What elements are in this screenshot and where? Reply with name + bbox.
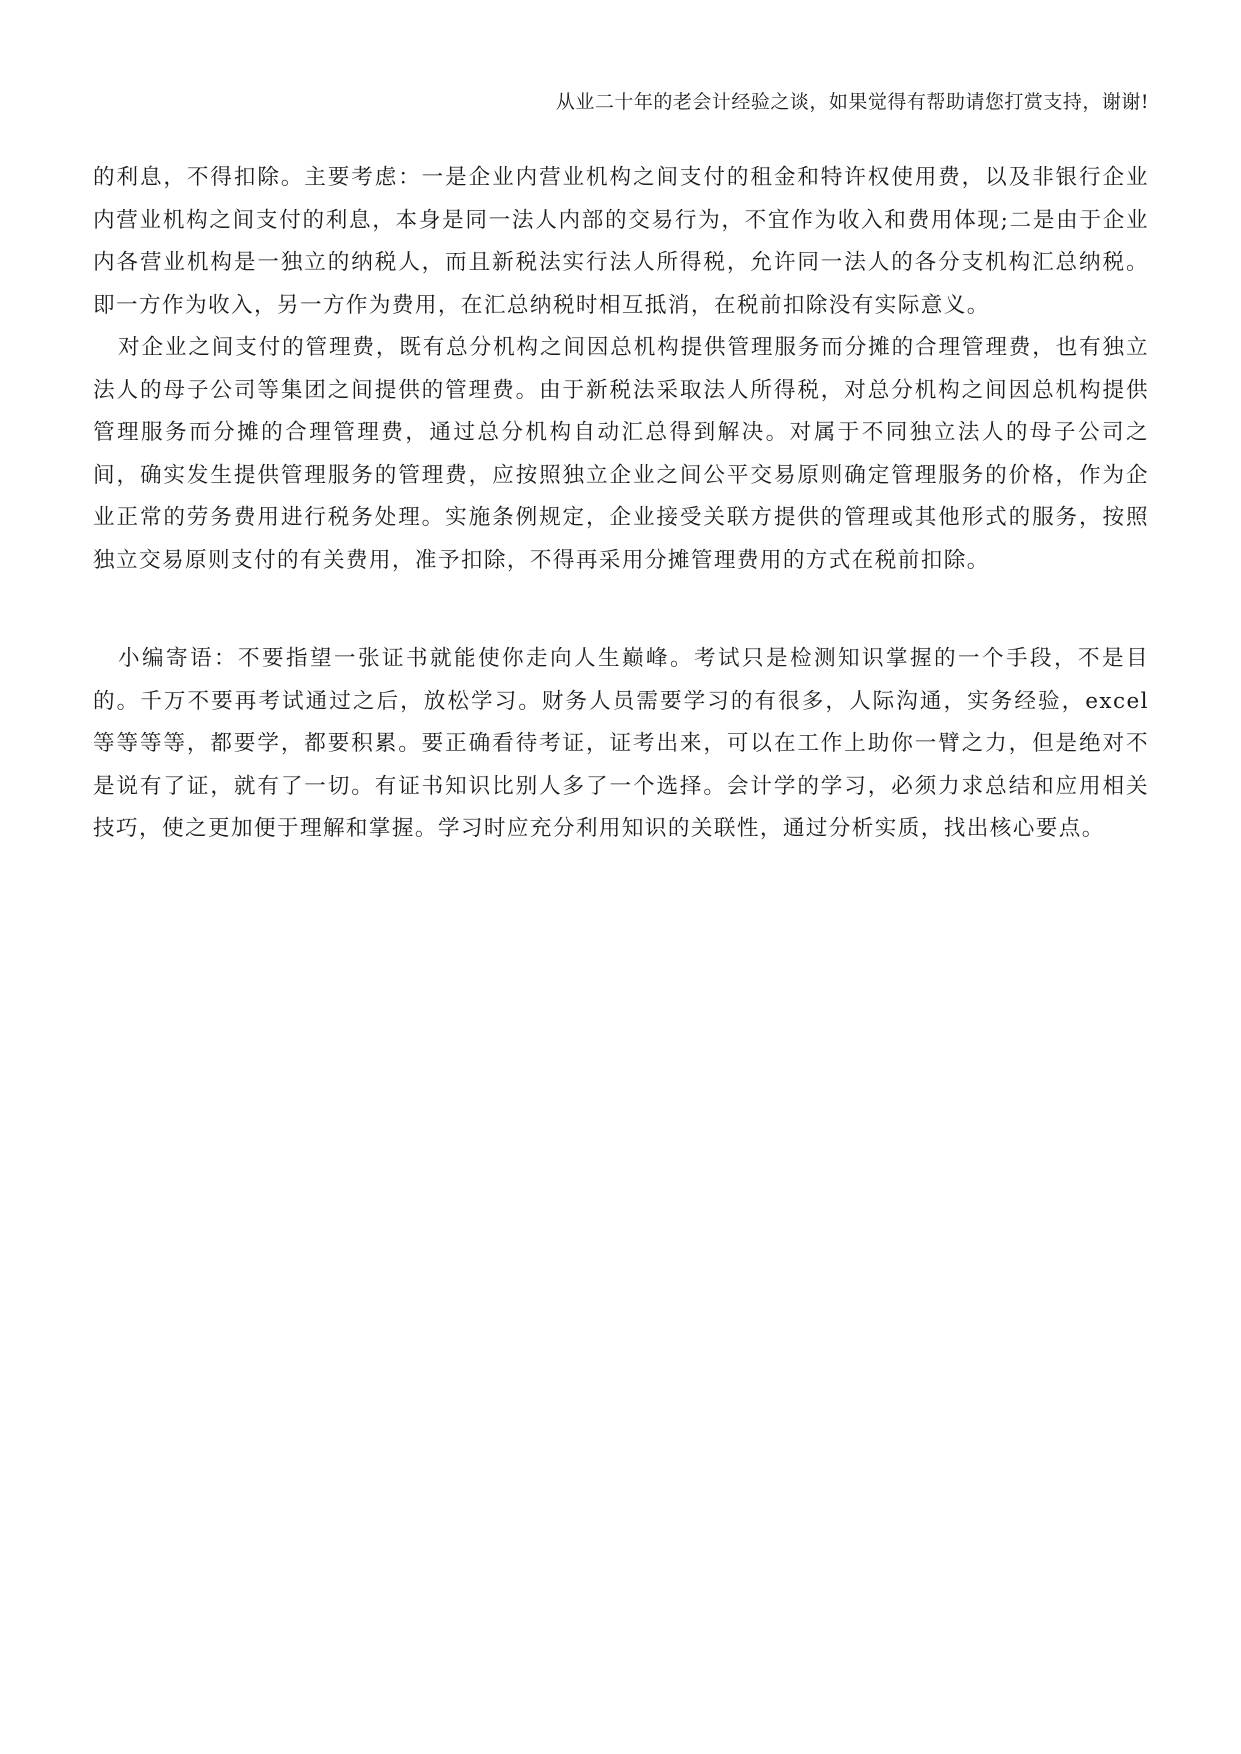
- paragraph-interest-deduction: 的利息，不得扣除。主要考虑：一是企业内营业机构之间支付的租金和特许权使用费，以及非银行企业内营业机构之间支付的利息，本身是同一法人内部的交易行为，不宜作为收入和费用体现;二是由于企业内各营业机构是一独立的纳税人，而且新税法实行法人所得税，允许同一法人的各分支机构汇总纳税。即一方作为收入，另一方作为费用，在汇总纳税时相互抵消，在税前扣除没有实际意义。: [93, 165, 1149, 318]
- paragraph-spacer: [93, 582, 1149, 638]
- paragraph-management-fee: 对企业之间支付的管理费，既有总分机构之间因总机构提供管理服务而分摊的合理管理费，也有独立法人的母子公司等集团之间提供的管理费。由于新税法采取法人所得税，对总分机构之间因总机构提供管理服务而分摊的合理管理费，通过总分机构自动汇总得到解决。对属于不同独立法人的母子公司之间，确实发生提供管理服务的管理费，应按照独立企业之间公平交易原则确定管理服务的价格，作为企业正常的劳务费用进行税务处理。实施条例规定，企业接受关联方提供的管理或其他形式的服务，按照独立交易原则支付的有关费用，准予扣除，不得再采用分摊管理费用的方式在税前扣除。: [93, 335, 1149, 573]
- document-body: [93, 157, 1149, 851]
- paragraph-editor-note: 小编寄语：不要指望一张证书就能使你走向人生巅峰。考试只是检测知识掌握的一个手段，不是目的。千万不要再考试通过之后，放松学习。财务人员需要学习的有很多，人际沟通，实务经验，excel 等等等等，都要学，都要积累。要正确看待考证，证考出来，可以在工作上助你一臂之力，但是绝对不是说有了证，就有了一切。有证书知识比别人多了一个选择。会计学的学习，必须力求总结和应用相关技巧，使之更加便于理解和掌握。学习时应充分利用知识的关联性，通过分析实质，找出核心要点。: [93, 646, 1149, 841]
- page-header-note: 从业二十年的老会计经验之谈，如果觉得有帮助请您打赏支持，谢谢!: [555, 91, 1149, 113]
